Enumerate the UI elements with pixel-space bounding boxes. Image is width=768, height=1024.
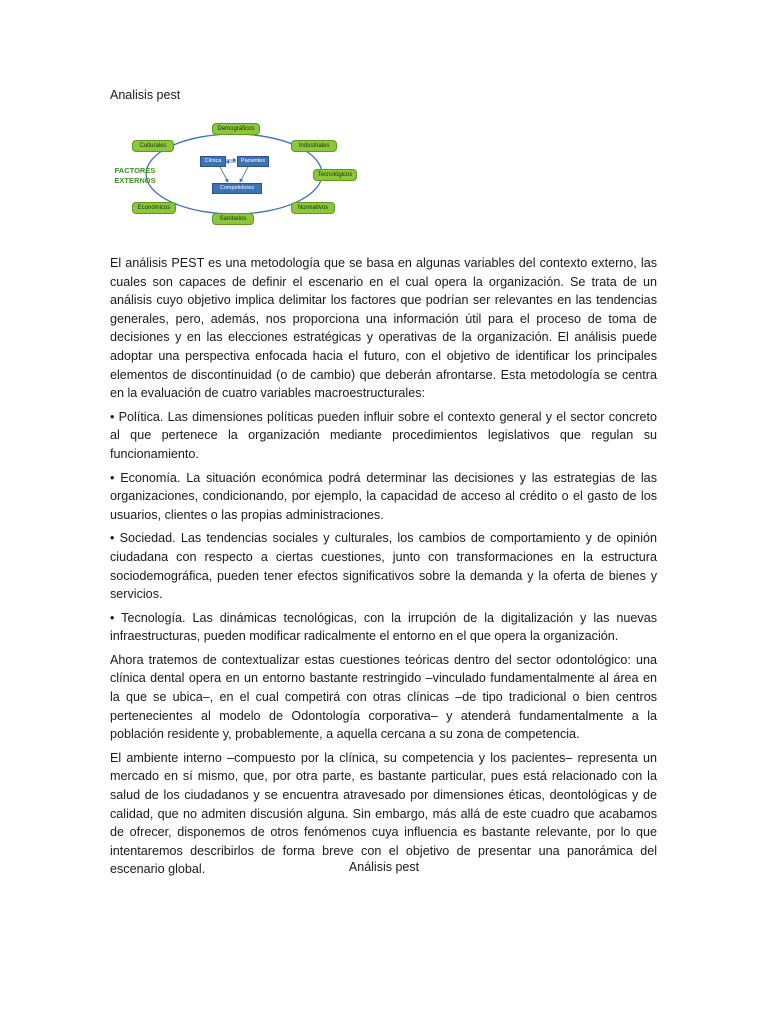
node-normativos: Normativos	[291, 202, 335, 214]
paragraph-sociedad: • Sociedad. Las tendencias sociales y culturales, los cambios de comportamiento y de opinión ciudadana con respecto a ciertas cuestiones, junto con transformaciones en la estructura sociodemográfica, pueden tener efectos significativos sobre la demanda y la oferta de bienes y servicios.	[110, 531, 657, 602]
paragraph-odontologico: Ahora tratemos de contextualizar estas cuestiones teóricas dentro del sector odontológico: una clínica dental opera en un entorno bastante restringido –vinculado fundamentalmente al área en la que se ubica–, en el cual competirá con otras clínicas –de tipo tradicional o bien centros pertenecientes al modelo de Odontología corporativa– y atenderá fundamentalmente a la población residente y, probablemente, a aquella cercana a su zona de competencia.	[110, 652, 657, 742]
page-title: Analisis pest	[110, 88, 181, 102]
node-culturales: Culturales	[132, 140, 174, 152]
factores-line-2: EXTERNOS	[114, 176, 156, 185]
arrow-clinica-competidores	[220, 167, 228, 182]
section-title-analisis-pest: Análisis pest	[348, 860, 420, 874]
paragraph-economia: • Economía. La situación económica podrá determinar las decisiones y las estrategias de las organizaciones, condicionando, por ejemplo, la capacidad de acceso al crédito o el gasto de los usuarios, clientes o las propias administraciones.	[110, 470, 657, 522]
node-competidores: Competidores	[212, 183, 262, 194]
node-tecnologicos: Tecnológicos	[313, 169, 357, 181]
node-economicos: Económicos	[132, 202, 176, 214]
paragraph-tecnologia: • Tecnología. Las dinámicas tecnológicas, con la irrupción de la digitalización y las nuevas infraestructuras, pueden modificar radicalmente el entorno en el que opera la organización.	[110, 610, 657, 644]
node-clinica: Clínica	[200, 156, 226, 167]
node-demograficos: Demográficos	[212, 123, 260, 135]
factores-line-1: FACTORES	[114, 166, 156, 175]
pest-diagram	[108, 118, 356, 230]
paragraph-intro: El análisis PEST es una metodología que se basa en algunas variables del contexto externo, las cuales son capaces de definir el escenario en el cual opera la organización. Se trata de un análisis cuyo objetivo implica delimitar los factores que podrían ser relevantes en las tendencias generales, pero, además, nos proporciona una información útil para el proceso de toma de decisiones y en las elecciones estratégicas y operativas de la organización. El análisis puede adoptar una perspectiva enfocada hacia el futuro, con el objetivo de identificar los principales elementos de discontinuidad (o de cambio) que deberán afrontarse. Esta metodología se centra en la evaluación de cuatro variables macroestructurales:	[110, 256, 657, 401]
node-industriales: Industriales	[291, 140, 337, 152]
paragraph-ambiente-interno: El ambiente interno –compuesto por la clínica, su competencia y los pacientes– representa un mercado en sí mismo, que, por otra parte, es bastante particular, pues está relacionado con la salud de los ciudadanos y se encuentra atravesado por dimensiones éticas, deontológicas y de calidad, que no admiten discusión alguna. Sin embargo, más allá de este cuadro que acabamos de ofrecer, disponemos de otros fenómenos cuya influencia es bastante relevante, por lo que intentaremos describirlos de forma breve con el objetivo de presentar una panorámica del escenario global.	[110, 750, 657, 877]
factores-externos-label	[112, 166, 158, 186]
node-sanitarios: Sanitarios	[212, 213, 254, 225]
node-pacientes: Pacientes	[237, 156, 269, 167]
document-body	[110, 254, 657, 884]
arrow-pacientes-competidores	[240, 167, 248, 182]
paragraph-politica: • Política. Las dimensiones políticas pueden influir sobre el contexto general y el sector concreto al que pertenece la organización mediante procedimientos legislativos que regulan su funcionamiento.	[110, 409, 657, 461]
